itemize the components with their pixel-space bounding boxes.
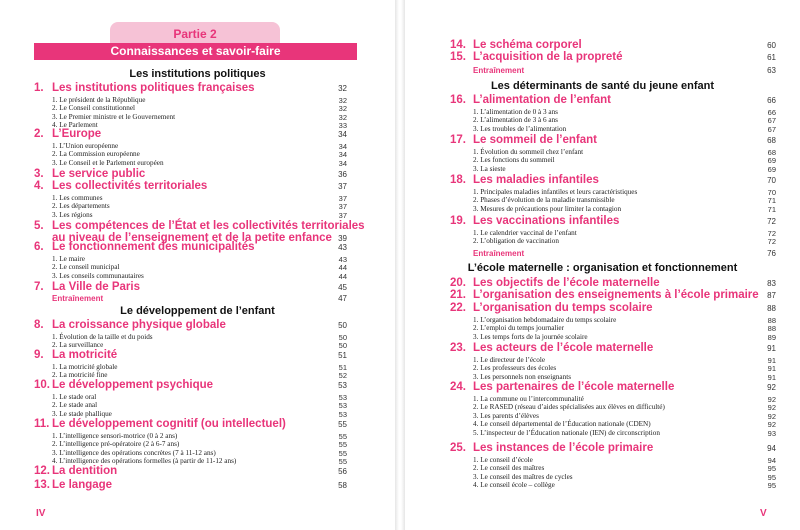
chapter-page: 53 — [338, 381, 347, 390]
chapter-page: 51 — [338, 351, 347, 360]
subsection-page: 67 — [767, 116, 776, 126]
chapter-page: 43 — [338, 243, 347, 252]
subsection-page: 51 — [338, 363, 347, 372]
chapter-number: 14. — [450, 39, 466, 51]
subsection-page: 66 — [767, 108, 776, 117]
chapter-number: 15. — [450, 51, 466, 63]
subsection-page: 44 — [338, 263, 347, 273]
chapter-title[interactable]: Les collectivités territoriales — [52, 180, 208, 192]
subsection-page: 72 — [767, 237, 776, 247]
chapter-title[interactable]: Les vaccinations infantiles — [473, 215, 620, 227]
subsection-page: 55 — [338, 432, 347, 441]
subsection-title[interactable]: 1. Le directeur de l’école — [473, 356, 546, 364]
subsection-page: 91 — [767, 364, 776, 374]
part-banner: Connaissances et savoir-faire — [34, 43, 357, 60]
chapter-title[interactable]: L’organisation des enseignements à l’école primaire — [473, 289, 759, 301]
chapter-title[interactable]: Le langage — [52, 479, 113, 491]
subsection-page: 71 — [767, 196, 776, 206]
chapter-number: 19. — [450, 215, 466, 227]
chapter-page: 58 — [338, 481, 347, 490]
chapter-number: 20. — [450, 277, 466, 289]
subsection-page: 55 — [338, 448, 347, 458]
subsection-page: 32 — [338, 96, 347, 105]
chapter-page: 83 — [767, 279, 776, 288]
chapter-title[interactable]: L’alimentation de l’enfant — [473, 94, 612, 106]
subsection-page: 88 — [767, 316, 776, 325]
subsection-page: 43 — [338, 255, 347, 264]
chapter-page: 37 — [338, 182, 347, 191]
subsection-title[interactable]: 1. Le calendrier vaccinal de l’enfant — [473, 229, 577, 237]
subsection-page: 93 — [767, 428, 776, 438]
chapter-number: 21. — [450, 289, 466, 301]
subsection-page: 33 — [338, 121, 347, 131]
chapter-page: 72 — [767, 217, 776, 226]
subsection-title[interactable]: 1. Le conseil d’école — [473, 456, 533, 464]
training-link[interactable]: Entraînement — [473, 66, 525, 75]
subsection-page: 92 — [767, 411, 776, 421]
chapter-page: 68 — [767, 136, 776, 145]
chapter-number: 23. — [450, 342, 466, 354]
subsection-page: 37 — [338, 202, 347, 212]
chapter-title[interactable]: Les objectifs de l’école maternelle — [473, 277, 660, 289]
chapter-title[interactable]: L’acquisition de la propreté — [473, 51, 623, 63]
chapter-title-line2[interactable]: au niveau de l’enseignement et de la petite enfance — [52, 232, 332, 244]
chapter-title[interactable]: Les instances de l’école primaire — [473, 442, 654, 454]
subsection-page: 37 — [338, 210, 347, 220]
subsection-title[interactable]: 3. Les troubles de l’alimentation — [473, 124, 567, 133]
subsection-title[interactable]: 2. Le RASED (réseau d’aides spécialisées aux élèves en difficulté) — [473, 403, 665, 412]
subsection-page: 32 — [338, 112, 347, 122]
chapter-number: 25. — [450, 442, 466, 454]
part-tab: Partie 2 — [110, 22, 280, 44]
chapter-number: 11. — [34, 418, 50, 430]
subsection-page: 44 — [338, 271, 347, 281]
subsection-page: 50 — [338, 333, 347, 342]
subsection-page: 70 — [767, 188, 776, 197]
chapter-number: 1. — [34, 82, 44, 94]
chapter-page: 55 — [338, 420, 347, 429]
chapter-page: 34 — [338, 130, 347, 139]
chapter-page: 45 — [338, 283, 347, 292]
subsection-page: 53 — [338, 409, 347, 419]
subsection-title[interactable]: 3. Le Conseil et le Parlement européen — [52, 158, 164, 167]
chapter-title[interactable]: Le service public — [52, 168, 146, 180]
subsection-page: 34 — [338, 158, 347, 168]
chapter-number: 13. — [34, 479, 50, 491]
subsection-page: 34 — [338, 150, 347, 160]
subsection-title[interactable]: 2. Le Conseil constitutionnel — [52, 104, 136, 113]
subsection-title[interactable]: 2. L’alimentation de 3 à 6 ans — [473, 116, 558, 125]
subsection-title[interactable]: 3. Les parents d’élèves — [473, 411, 539, 420]
section-heading: Les déterminants de santé du jeune enfant — [490, 80, 715, 92]
chapter-number: 3. — [34, 168, 44, 180]
subsection-page: 92 — [767, 403, 776, 413]
subsection-title[interactable]: 2. L’intelligence pré-opératoire (2 à 6-7 ans) — [52, 440, 180, 449]
subsection-title[interactable]: 4. Le Parlement — [52, 121, 98, 130]
subsection-title[interactable]: 1. L’Union européenne — [52, 142, 119, 150]
subsection-page: 91 — [767, 372, 776, 382]
chapter-title[interactable]: Les compétences de l’État et les collectivités territoriales — [52, 220, 365, 232]
chapter-title[interactable]: Les maladies infantiles — [473, 174, 599, 186]
chapter-number: 2. — [34, 128, 44, 140]
subsection-title[interactable]: 3. Les régions — [52, 210, 93, 219]
section-heading: Les institutions politiques — [129, 68, 266, 80]
left-page — [0, 0, 395, 530]
subsection-title[interactable]: 1. Le maire — [52, 255, 85, 263]
subsection-title[interactable]: 4. Le conseil école – collège — [473, 481, 555, 490]
chapter-page: 60 — [767, 41, 776, 50]
subsection-title[interactable]: 2. Les professeurs des écoles — [473, 364, 557, 373]
subsection-page: 88 — [767, 324, 776, 334]
subsection-title[interactable]: 1. Évolution de la taille et du poids — [52, 333, 153, 341]
training-link[interactable]: Entraînement — [473, 249, 525, 258]
subsection-page: 69 — [767, 164, 776, 174]
subsection-page: 92 — [767, 395, 776, 404]
subsection-page: 55 — [338, 440, 347, 450]
chapter-title[interactable]: Le développement psychique — [52, 379, 214, 391]
chapter-page: 91 — [767, 344, 776, 353]
subsection-title[interactable]: 2. L’obligation de vaccination — [473, 237, 559, 246]
chapter-number: 5. — [34, 220, 44, 232]
subsection-page: 32 — [338, 104, 347, 114]
subsection-page: 37 — [338, 194, 347, 203]
chapter-title[interactable]: La croissance physique globale — [52, 319, 226, 331]
chapter-number: 12. — [34, 465, 50, 477]
subsection-title[interactable]: 2. Phases d’évolution de la maladie transmissible — [473, 196, 615, 205]
subsection-title[interactable]: 1. Le président de la République — [52, 96, 146, 104]
subsection-page: 68 — [767, 148, 776, 157]
chapter-title[interactable]: Les acteurs de l’école maternelle — [473, 342, 654, 354]
page-folio-left: IV — [36, 508, 46, 519]
training-page: 76 — [767, 249, 776, 258]
subsection-title[interactable]: 2. Les départements — [52, 202, 110, 211]
chapter-title[interactable]: Le sommeil de l’enfant — [473, 134, 597, 146]
chapter-number: 16. — [450, 94, 466, 106]
subsection-title[interactable]: 1. La commune ou l’intercommunalité — [473, 395, 584, 403]
chapter-number: 18. — [450, 174, 466, 186]
chapter-page: 88 — [767, 304, 776, 313]
subsection-page: 71 — [767, 204, 776, 214]
subsection-title[interactable]: 2. La surveillance — [52, 341, 104, 350]
subsection-page: 95 — [767, 472, 776, 482]
subsection-page: 55 — [338, 457, 347, 467]
subsection-title[interactable]: 3. Le conseil des maîtres de cycles — [473, 472, 573, 481]
subsection-title[interactable]: 3. L’intelligence des opérations concrètes (7 à 11-12 ans) — [52, 448, 216, 457]
chapter-page: 50 — [338, 321, 347, 330]
subsection-title[interactable]: 2. Le stade anal — [52, 401, 98, 410]
subsection-title[interactable]: 3. Mesures de précautions pour limiter la contagion — [473, 204, 622, 213]
training-page: 63 — [767, 66, 776, 75]
subsection-title[interactable]: 1. Évolution du sommeil chez l’enfant — [473, 148, 584, 156]
chapter-number: 17. — [450, 134, 466, 146]
subsection-title[interactable]: 3. La sieste — [473, 164, 506, 173]
subsection-page: 95 — [767, 481, 776, 491]
subsection-page: 92 — [767, 420, 776, 430]
subsection-title[interactable]: 1. Le stade oral — [52, 393, 97, 401]
chapter-page: 87 — [767, 291, 776, 300]
subsection-title[interactable]: 2. Les fonctions du sommeil — [473, 156, 555, 165]
subsection-page: 53 — [338, 401, 347, 411]
chapter-page: 36 — [338, 170, 347, 179]
subsection-title[interactable]: 4. L’intelligence des opérations formelles (à partir de 11-12 ans) — [52, 457, 237, 466]
subsection-title[interactable]: 2. L’emploi du temps journalier — [473, 324, 564, 333]
subsection-page: 52 — [338, 371, 347, 381]
subsection-title[interactable]: 3. Les temps forts de la journée scolaire — [473, 332, 588, 341]
subsection-title[interactable]: 3. Les conseils communautaires — [52, 271, 144, 280]
subsection-title[interactable]: 4. Le conseil départemental de l’Éducation nationale (CDEN) — [473, 420, 651, 429]
chapter-page: 32 — [338, 84, 347, 93]
subsection-page: 69 — [767, 156, 776, 166]
subsection-page: 67 — [767, 124, 776, 134]
chapter-number: 10. — [34, 379, 50, 391]
chapter-title[interactable]: Le développement cognitif (ou intellectuel) — [52, 418, 286, 430]
subsection-title[interactable]: 3. Les personnels non enseignants — [473, 372, 572, 381]
chapter-title[interactable]: Les institutions politiques françaises — [52, 82, 255, 94]
chapter-title[interactable]: L’Europe — [52, 128, 102, 140]
chapter-page: 56 — [338, 467, 347, 476]
subsection-page: 72 — [767, 229, 776, 238]
subsection-page: 53 — [338, 393, 347, 402]
subsection-title[interactable]: 1. La motricité globale — [52, 363, 118, 371]
chapter-title[interactable]: Le fonctionnement des municipalités — [52, 241, 255, 253]
subsection-title[interactable]: 1. Les communes — [52, 194, 103, 202]
chapter-title[interactable]: La motricité — [52, 349, 118, 361]
chapter-page: 66 — [767, 96, 776, 105]
chapter-title[interactable]: Le schéma corporel — [473, 39, 582, 51]
subsection-title[interactable]: 1. Principales maladies infantiles et leurs caractéristiques — [473, 188, 638, 196]
chapter-title[interactable]: L’organisation du temps scolaire — [473, 302, 653, 314]
chapter-page: 92 — [767, 383, 776, 392]
section-heading: L’école maternelle : organisation et fonctionnement — [467, 262, 738, 274]
right-page — [405, 0, 800, 530]
training-link[interactable]: Entraînement — [52, 294, 104, 303]
chapter-page: 70 — [767, 176, 776, 185]
subsection-page: 95 — [767, 464, 776, 474]
subsection-page: 91 — [767, 356, 776, 365]
subsection-page: 34 — [338, 142, 347, 151]
section-heading: Le développement de l’enfant — [120, 305, 275, 317]
book-gutter — [395, 0, 405, 530]
subsection-title[interactable]: 1. L’alimentation de 0 à 3 ans — [473, 108, 558, 116]
subsection-page: 50 — [338, 341, 347, 351]
subsection-title[interactable]: 2. Le conseil municipal — [52, 263, 120, 272]
subsection-page: 94 — [767, 456, 776, 465]
chapter-page: 61 — [767, 53, 776, 62]
subsection-title[interactable]: 1. L’intelligence sensori-motrice (0 à 2 ans) — [52, 432, 178, 440]
chapter-number: 24. — [450, 381, 466, 393]
subsection-title[interactable]: 3. Le stade phallique — [52, 409, 112, 418]
chapter-title[interactable]: Les partenaires de l’école maternelle — [473, 381, 675, 393]
chapter-number: 8. — [34, 319, 44, 331]
chapter-page: 94 — [767, 444, 776, 453]
subsection-page: 89 — [767, 332, 776, 342]
chapter-title[interactable]: La dentition — [52, 465, 118, 477]
chapter-number: 22. — [450, 302, 466, 314]
chapter-number: 9. — [34, 349, 44, 361]
chapter-number: 6. — [34, 241, 44, 253]
subsection-title[interactable]: 1. L’organisation hebdomadaire du temps scolaire — [473, 316, 617, 324]
subsection-title[interactable]: 5. L’inspecteur de l’Éducation nationale (IEN) de circonscription — [473, 428, 660, 437]
chapter-page: 39 — [338, 234, 347, 243]
chapter-number: 7. — [34, 281, 44, 293]
subsection-title[interactable]: 2. La motricité fine — [52, 371, 108, 380]
subsection-title[interactable]: 3. Le Premier ministre et le Gouvernement — [52, 112, 176, 121]
subsection-title[interactable]: 2. Le conseil des maîtres — [473, 464, 545, 473]
subsection-title[interactable]: 2. La Commission européenne — [52, 150, 140, 159]
training-page: 47 — [338, 294, 347, 303]
page-folio-right: V — [760, 508, 767, 519]
chapter-title[interactable]: La Ville de Paris — [52, 281, 141, 293]
chapter-number: 4. — [34, 180, 44, 192]
